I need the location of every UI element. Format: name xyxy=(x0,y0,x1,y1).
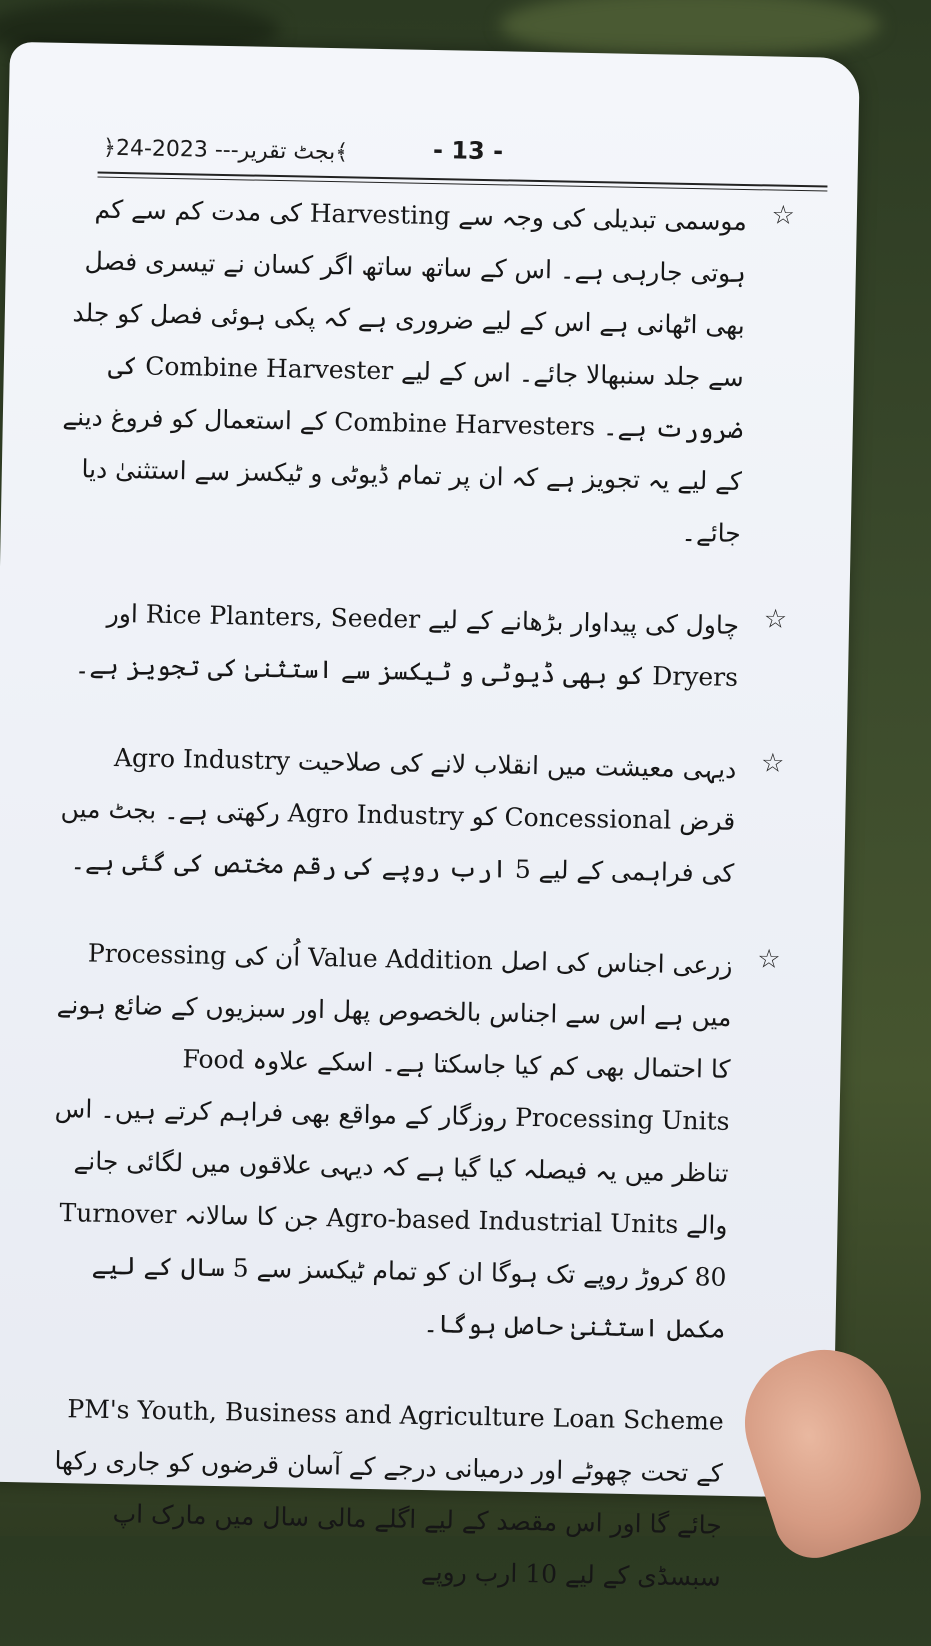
star-bullet-icon: ☆ xyxy=(760,748,785,779)
list-item xyxy=(50,183,796,560)
paragraph-loan-scheme: PM's Youth, Business and Agriculture Loan Scheme کے تحت چھوٹے اور درمیانی درجے کے آسان قرضوں کو جاری رکھا جائے گا اور اس مقصد کے لیے اگلے مالی سال میں مارک اپ سبسڈی کے لیے 10 ارب روپے xyxy=(54,1394,725,1592)
list-item xyxy=(44,731,785,900)
page-body xyxy=(30,183,796,1644)
book-page xyxy=(0,42,860,1592)
page-number: - 13 - xyxy=(432,135,504,166)
list-item xyxy=(48,587,788,704)
header-title: ﴿بجٹ تقریر--- 2023-24﴾ xyxy=(102,135,349,166)
star-bullet-icon: ☆ xyxy=(757,944,781,975)
paragraph-harvesting: موسمی تبدیلی کی وجہ سے Harvesting کی مدت کم سے کم ہوتی جارہی ہے۔ اس کے ساتھ ساتھ اگر کسان نے تیسری فصل بھی اٹھانی ہے اس کے لیے ضروری ہے کہ پکی ہوئی فصل کو جلد سے جلد سنبھالا جائے۔ اس کے لیے Combine Harvester کی ضرورت ہے۔ Combine Harvesters کے استعمال کو فروغ دینے کے لیے یہ تجویز ہے کہ ان پر تمام ڈیوٹی و ٹیکسز سے استثنیٰ دیا جائے۔ xyxy=(62,194,748,548)
background-grass-2 xyxy=(500,0,880,60)
paragraph-agro-industry: Agro Industry دیہی معیشت میں انقلاب لانے کی صلاحیت رکھتی ہے۔ بجٹ میں Agro Industry کو Concessional قرض کی فراہمی کے لیے 5 ارب روپے کی رقم مختص کی گئی ہے۔ xyxy=(60,742,737,888)
paragraph-value-addition: زرعی اجناس کی اصل Value Addition اُن کی Processing میں ہے اس سے اجناس بالخصوص پھل اور سبزیوں کے ضائع ہونے کا احتمال بھی کم کیا جاسکتا ہے۔ اسکے علاوہ Food Processing Units روزگار کے مواقع بھی فراہم کرتے ہیں۔ اس تناظر میں یہ فیصلہ کیا گیا ہے کہ دیہی علاقوں میں لگائی جانے والے Agro-based Industrial Units جن کا سالانہ Turnover 80 کروڑ روپے تک ہوگا ان کو تمام ٹیکسز سے 5 سال کے لیے مکمل استثنیٰ حاصل ہوگا۔ xyxy=(54,938,733,1344)
star-bullet-icon: ☆ xyxy=(763,604,788,635)
paragraph-rice: چاول کی پیداوار بڑھانے کے لیے Rice Planters, Seeder اور Dryers کو بھی ڈیوٹی و ٹیکسز سے استثنیٰ کی تجویز ہے۔ xyxy=(74,598,740,692)
list-item xyxy=(35,927,781,1356)
star-bullet-icon: ☆ xyxy=(771,200,796,231)
list-item xyxy=(30,1383,724,1604)
